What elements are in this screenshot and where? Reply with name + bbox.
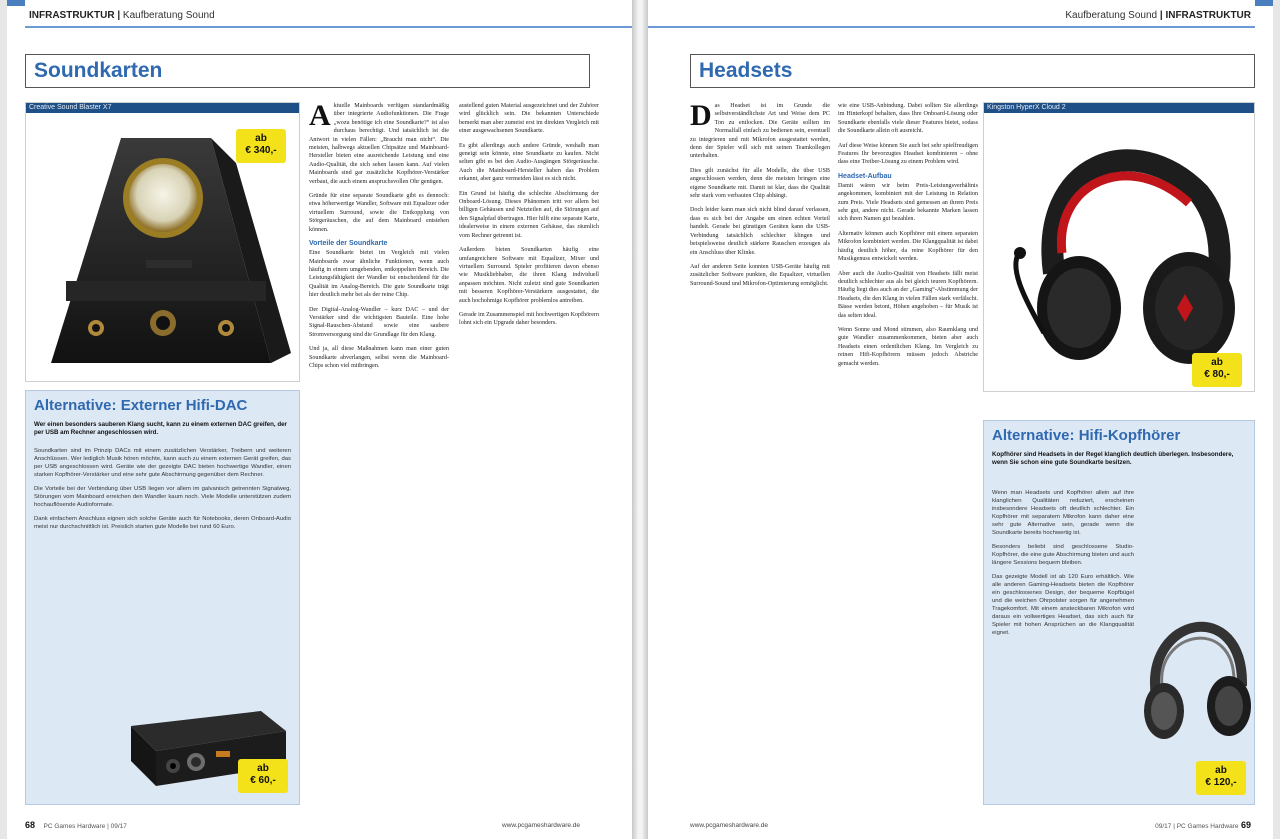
article-column-2 (838, 102, 978, 802)
article-paragraph: as Headset ist im Grunde die selbstverständlichste Art und Weise dem PC Ton zu entlocken. Die Geräte sollten im Normalfall einfach zu bedienen sein, eventuell zu integrieren und mit Mikrofon ausgestattet werden, denn der Spieler will sich mit seinen Teamkollegen unterhalten. (690, 103, 830, 160)
website-url: www.pcgameshardware.de (502, 822, 581, 829)
folio (1149, 820, 1251, 830)
article-paragraph: Ein Grund ist häufig die schlechte Abschirmung der Onboard-Lösung. Dieses Phänomen tritt vor allem bei billigen Gehäusen und Netzteilen auf, die Störungen auf den Signalpfad übertragen. Hier hilft eine separate Karte, idealerweise in einem externen Gehäuse, das räumlich vom Rechner getrennt ist. (459, 190, 599, 239)
product-photo (25, 102, 300, 382)
alternative-box (25, 390, 300, 805)
article-paragraph: Der Digital-Analog-Wandler – kurz DAC – und der Verstärker sind die wichtigsten Bauteile. Eine hohe Signal-Rauschen-Abstand sowie eine saubere Stromversorgung sind die Grundlage für den Klang. (309, 306, 449, 338)
hifi-headphones-illustration (1134, 586, 1254, 756)
alternative-lead: Kopfhörer sind Headsets in der Regel klanglich deutlich überlegen. Insbesondere, wenn Sie schon eine gute Soundkarte besitzen. (992, 451, 1234, 467)
article-paragraph: Gerade im Zusammenspiel mit hochwertigen Kopfhörern lohnt sich ein Upgrade daher besonders. (459, 311, 599, 327)
price-prefix: ab (1211, 357, 1223, 368)
article-paragraph: ktuelle Mainboards verfügen standardmäßig über integrierte Audiofunktionen. Die Frage „wozu benötige ich eine Soundkarte?“ ist also durchaus berechtigt. Und tatsächlich ist die Antwort in vielen Fällen: „Braucht man nicht“. Die meisten, halbwegs aktuellen Chipsätze und Mainboard-Hersteller bieten eine ausreichende Leistung und eine Audio-Qualität, die sich sehen lassen kann. Auf vielen Mainboards sind gar zusätzliche Kopfhörer-Verstärker verbaut, die auch einem anspruchsvollen Ohr genügen. (309, 103, 449, 185)
running-head-section: INFRASTRUKTUR (29, 10, 115, 21)
article-paragraph: Doch leider kann man sich nicht blind darauf verlassen, dass es sich bei der Angabe um einen echten Vorteil handelt. Gerade bei günstigen Geräten kann die USB-Verbindung tatsächlich schlechter klingen und beispielsweise deutlich stärkere Rauschen erzeugen als ein Anschluss über Klinke. (690, 207, 830, 256)
article-column-1 (690, 102, 830, 802)
alternative-paragraph: Das gezeigte Modell ist ab 120 Euro erhältlich. Wie alle anderen Gaming-Headsets bieten die Kopfhörer ein geschlossenes Design, der bequeme Kopfbügel und die weichen Ohrpolster sorgen für angenehmen Tragekomfort. Mit einem ansteckbaren Mikrofon wird daraus ein vollwertiges Headset, das sich auch für Spieler mit hohen Ansprüchen an die Klangqualität eignet. (992, 574, 1134, 636)
article-paragraph: Außerdem bieten Soundkarten häufig eine umfangreichere Software mit Equalizer, Mixer und virtuellem Surround. Spieler profitieren davon ebenso wie Musikliebhaber, die ihren Klang individuell anpassen möchten. Nicht zuletzt sind gute Soundkarten mit besseren Kopfhörer-Verstärkern ausgestattet, die auch hochohmige Kopfhörer problemlos antreiben. (459, 247, 599, 304)
subheading: Headset-Aufbau (838, 172, 892, 180)
folio (25, 820, 127, 830)
running-head-sub: Kaufberatung Sound (122, 10, 215, 21)
alternative-body (34, 447, 291, 687)
article-paragraph: Aber auch die Audio-Qualität von Headsets fällt meist deutlich schlechter aus als bei gleich teuren Kopfhörern. Häufig liegt dies auch an der „Gaming“-Abstimmung der Headsets, die den Klang in vielen Fällen stark verfälscht. Bässe werden betont, Höhen angehoben – für Musik ist das selten ideal. (838, 270, 978, 319)
page-number: 69 (1240, 820, 1251, 830)
photo-caption: Kingston HyperX Cloud 2 (984, 103, 1254, 113)
alternative-paragraph: Wenn man Headsets und Kopfhörer allein auf ihre klanglichen Qualitäten reduziert, erscheinen insbesondere Headsets oft deutlich schlechter. Ein Kopfhörer mit separatem Mikrofon kann daher eine sehr gute Alternative sein, gerade wenn die Soundkarte bereits hochwertig ist. (992, 490, 1134, 536)
running-head: Kaufberatung Sound | INFRASTRUKTUR (1065, 10, 1251, 21)
product-photo (983, 102, 1255, 392)
running-head-sub: Kaufberatung Sound (1065, 10, 1158, 21)
running-head: INFRASTRUKTUR | Kaufberatung Sound (29, 10, 215, 21)
article-paragraph: Gründe für eine separate Soundkarte gibt es dennoch: etwa höherwertige Wandler, Software mit Equalizer oder virtuellem Surround, sowie die Entkopplung von Störgeräuschen, die auf dem Mainboard entstehen können. (309, 193, 449, 233)
running-head-section: INFRASTRUKTUR (1165, 10, 1251, 21)
alternative-box (983, 420, 1255, 805)
alternative-lead: Wer einen besonders sauberen Klang sucht, kann zu einem externen DAC greifen, der per USB am Rechner angeschlossen wird. (34, 421, 287, 437)
article-paragraph: Damit wären wir beim Preis-Leistungsverhältnis angekommen, kombiniert mit der Leistung in Relation zum Preis. Viele Headsets sind gemessen an ihrem Preis sehr gut, andere nicht. Gerade bekannte Marken lassen sich ihren Namen gut bezahlen. (838, 182, 978, 223)
page-edge-strip (7, 0, 25, 6)
headset-illustration (984, 103, 1255, 392)
hifi-price-badge (1196, 761, 1246, 795)
price-value: € 60,- (250, 775, 276, 786)
alternative-paragraph: Soundkarten sind im Prinzip DACs mit einem zusätzlichen Verstärker, Treibern und weiteren Anschlüssen. Wer lediglich Musik hören möchte, kann auch zu einem externen Gerät greifen, das per USB angeschlossen wird. Geräte wie der gezeigte DAC bieten hochwertige Wandler, einen starken Kopfhörer-Verstärker und eine sehr gute Abschirmung gegenüber dem Rechner. (34, 448, 291, 478)
subheading: Vorteile der Soundkarte (309, 240, 388, 248)
article-paragraph: wie eine USB-Anbindung. Dabei sollten Sie allerdings im Hinterkopf behalten, dass Ihre Onboard-Lösung oder Soundkarte ebenfalls viele dieser Features bietet, sodass die Soundkarte allein oft ausreicht. (838, 103, 978, 135)
drop-cap: D (690, 102, 712, 132)
price-value: € 120,- (1205, 777, 1237, 788)
left-page (7, 0, 632, 839)
price-value: € 340,- (245, 145, 277, 156)
price-badge (1192, 353, 1242, 387)
publication: 09/17 | PC Games Hardware (1155, 823, 1239, 830)
alternative-paragraph: Besonders beliebt sind geschlossene Studio-Kopfhörer, die eine gute Abschirmung bieten und auch längere Sessions bequem bleiben. (992, 544, 1134, 566)
section-title: Soundkarten (34, 59, 163, 82)
price-prefix: ab (1215, 765, 1227, 776)
page-edge-strip (1255, 0, 1273, 6)
running-head-rule (25, 26, 632, 28)
article-paragraph: Es gibt allerdings auch andere Gründe, weshalb man geneigt sein könnte, eine Soundkarte zu kaufen. Nicht selten gibt es bei den Audio-Ausgängen Störgeräusche. Auch die Mainboard-Hersteller haben das Problem erkannt, aber ganz vermeiden lässt es sich nicht. (459, 142, 599, 183)
drop-cap: A (309, 102, 331, 132)
article-paragraph: Alternativ können auch Kopfhörer mit einem separaten Mikrofon kombiniert werden. Die Klangqualität ist dabei häufig deutlich höher, da reine Kopfhörer für den Musikgenuss entwickelt werden. (838, 230, 978, 263)
article-paragraph: Auf diese Weise können Sie auch bei sehr spielfreudigen Features Ihr bevorzugtes Headset kombinieren – ohne dass eine Treiber-Lösung zu einem Problem wird. (838, 142, 978, 166)
section-title-box (25, 54, 590, 88)
alternative-body (992, 489, 1134, 794)
article-paragraph: Und ja, all diese Maßnahmen kann man einer guten Soundkarte abverlangen, selbst wenn die Mainboard-Chips schon viel mitbringen. (309, 346, 449, 369)
price-prefix: ab (255, 133, 267, 144)
price-value: € 80,- (1204, 369, 1230, 380)
section-title: Headsets (699, 59, 793, 82)
article-paragraph: austellend guten Material ausgezeichnet und der Zuhörer wird glücklich sein. Die bekannten Unterschiede bemerkt man aber zumeist erst im direkten Vergleich mit einer ausgewachsenen Soundkarte. (459, 103, 599, 135)
dac-price-badge (238, 759, 288, 793)
website-url: www.pcgameshardware.de (690, 822, 769, 829)
price-prefix: ab (257, 763, 269, 774)
article-paragraph: Dies gilt zunächst für alle Modelle, die über USB angeschlossen werden, denn die meisten bringen eine eigene Soundkarte mit. Damit ist klar, dass die Qualität sehr stark vom verbauten Chip abhängt. (690, 167, 830, 200)
article-column-1 (309, 102, 449, 802)
alternative-title: Alternative: Hifi-Kopfhörer (992, 427, 1181, 444)
publication: PC Games Hardware | 09/17 (43, 823, 127, 830)
alternative-title: Alternative: Externer Hifi-DAC (34, 397, 248, 414)
photo-caption: Creative Sound Blaster X7 (26, 103, 299, 113)
alternative-paragraph: Die Vorteile bei der Verbindung über USB liegen vor allem im galvanisch getrennten Signalweg. Störungen vom Mainboard erreichen den Wandler kaum noch. Viele Modelle unterstützen zudem hochauflösende Audioformate. (34, 486, 291, 508)
running-head-rule (648, 26, 1255, 28)
alternative-paragraph: Dank einfachem Anschluss eignen sich solche Geräte auch für Notebooks, deren Onboard-Audio meist nur durchschnittlich ist. Preislich starten gute Modelle bei rund 60 Euro. (34, 516, 291, 530)
right-page (648, 0, 1273, 839)
page-number: 68 (25, 820, 36, 830)
article-column-2 (459, 102, 599, 802)
article-paragraph: Wenn Sonne und Mond stimmen, also Raumklang und gute Wandler zusammenkommen, bieten aber auch Headsets einen ordentlichen Klang. Im Vergleich zu reinen Hifi-Kopfhörern müssen jedoch Abstriche gemacht werden. (838, 326, 978, 367)
price-badge (236, 129, 286, 163)
section-title-box (690, 54, 1255, 88)
article-paragraph: Auf der anderen Seite konnten USB-Geräte häufig mit zusätzlicher Software punkten, die Equalizer, virtuellen Surround-Sound und Mikrofon-Optimierung ermöglicht. (690, 263, 830, 287)
gutter (632, 0, 648, 839)
article-paragraph: Eine Soundkarte bietet im Vergleich mit vielen Mainboards zwar ähnliche Funktionen, wenn auch häufig in einem umgebenden, entkoppelten Bereich. Die Leistungsfähigkeit der Wandler ist entscheidend für die Qualität im Analog-Bereich. Die gute Soundkarte trägt hier deutlich mehr bei als der reine Chip. (309, 250, 449, 299)
